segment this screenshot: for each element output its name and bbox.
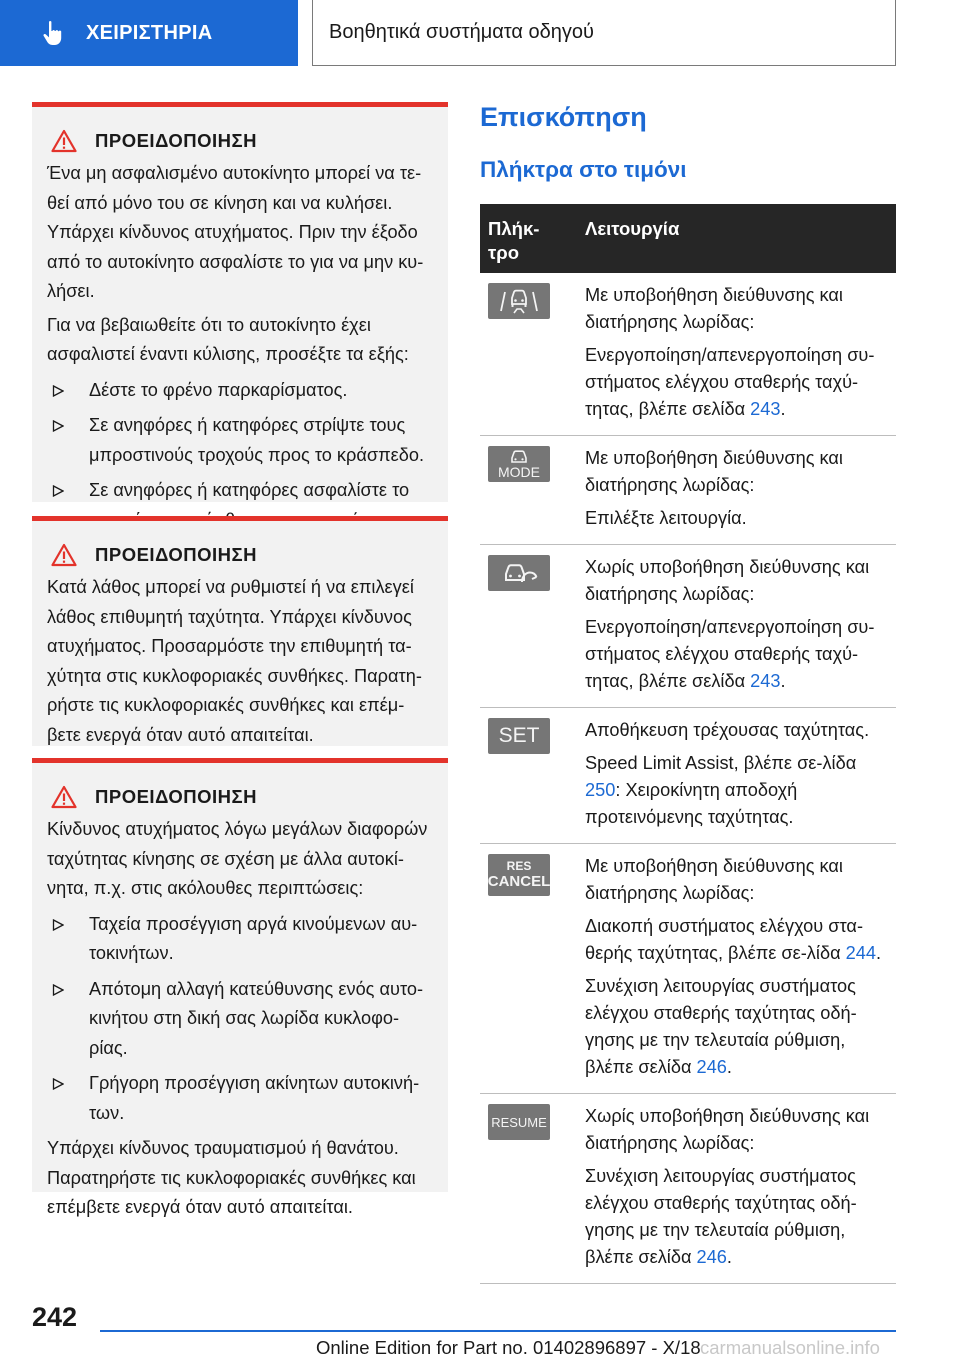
warning-box-1 (32, 102, 448, 502)
table-row (480, 844, 896, 1094)
cancel-label: CANCEL (487, 873, 551, 890)
warning-bullet-list (47, 910, 434, 1129)
warning-text: Ένα μη ασφαλισμένο αυτοκίνητο μπορεί να τε-θεί από μόνο του σε κίνηση και να κυλήσει. Υπάρχει κίνδυνος ατυχήματος. Πριν την έξοδο από το αυτοκίνητο ασφαλίστε το για να μην κυ-λήσει. (47, 163, 424, 301)
bullet-triangle-icon (52, 919, 64, 931)
warning-text: Κίνδυνος ατυχήματος λόγω μεγάλων διαφορών ταχύτητας κίνησης σε σχέση με άλλα αυτοκί-νητα, π.χ. στις ακόλουθες περιπτώσεις: (47, 819, 428, 898)
cruise-control-button-icon (488, 555, 550, 591)
function-text: Διακοπή συστήματος ελέγχου στα-θερής ταχύτητας, βλέπε σε-λίδα 244. (585, 916, 882, 963)
warning-box-3 (32, 758, 448, 1217)
function-text: Speed Limit Assist, βλέπε σε-λίδα 250: Χειροκίνητη αποδοχή προτεινόμενης ταχύτητας. (585, 753, 857, 827)
list-item: Σε ανηφόρες ή κατηφόρες στρίψτε τους μπροστινούς τροχούς προς το κράσπεδο. (47, 411, 434, 470)
table-row (480, 273, 896, 436)
set-button-icon (488, 718, 550, 754)
function-text: Ενεργοποίηση/απενεργοποίηση συ-στήματος ελέγχου σταθερής ταχύ-τητας, βλέπε σελίδα 243. (585, 617, 875, 691)
table-row (480, 436, 896, 545)
page-number: 242 (32, 1302, 78, 1332)
warning-triangle-icon (51, 543, 77, 567)
page-link[interactable]: 244 (845, 943, 876, 963)
function-text: Αποθήκευση τρέχουσας ταχύτητας. (585, 720, 870, 740)
function-text: Με υποβοήθηση διεύθυνσης και διατήρησης λωρίδας: (585, 856, 843, 903)
page-link[interactable]: 246 (696, 1057, 727, 1077)
bullet-triangle-icon (52, 984, 64, 996)
warning-title: ΠΡΟΕΙΔΟΠΟΙΗΣΗ (95, 130, 257, 151)
column-header-key: Πλήκ-τρο (480, 204, 577, 273)
function-text: Συνέχιση λειτουργίας συστήματος ελέγχου σταθερής ταχύτητας οδή-γησης με την τελευταία ρύθμιση, βλέπε σελίδα 246. (585, 976, 857, 1077)
warning-triangle-icon (51, 129, 77, 153)
list-item: Σε ανηφόρες ή κατηφόρες ασφαλίστε το (47, 476, 434, 535)
section-heading: Επισκόπηση (480, 102, 647, 132)
res-label: RES (506, 859, 532, 873)
function-text: Με υποβοήθηση διεύθυνσης και διατήρησης λωρίδας: (585, 448, 843, 495)
warning-triangle-icon (51, 785, 77, 809)
function-text: Ενεργοποίηση/απενεργοποίηση συ-στήματος ελέγχου σταθερής ταχύ-τητας, βλέπε σελίδα 243. (585, 345, 875, 419)
section-tab (0, 0, 298, 66)
warning-text: Υπάρχει κίνδυνος τραυματισμού ή θανάτου. Παρατηρήστε τις κυκλοφοριακές συνθήκες και επέμβετε ενεργά όταν αυτό απαιτείται. (47, 1138, 416, 1217)
warning-box-2 (32, 516, 448, 746)
list-item: Γρήγορη προσέγγιση ακίνητων αυτοκινή-των. (47, 1069, 434, 1128)
res-cancel-button-icon (488, 854, 550, 896)
watermark: carmanualsonline.info (700, 1337, 880, 1358)
warning-bullet-list (47, 376, 434, 536)
resume-button-icon (488, 1104, 550, 1140)
bullet-triangle-icon (52, 485, 64, 497)
warning-text: Κατά λάθος μπορεί να ρυθμιστεί ή να επιλεγεί λάθος επιθυμητή ταχύτητα. Υπάρχει κίνδυνος ατυχήματος. Προσαρμόστε την επιθυμητή τα-χύτητα στις κυκλοφοριακές συνθήκες. Παρατη-ρήστε τις κυκλοφοριακές συνθήκες και επέμ-βετε ενεργά όταν αυτό απαιτείται. (47, 577, 422, 745)
table-row (480, 545, 896, 708)
list-item: Απότομη αλλαγή κατεύθυνσης ενός αυτο-κινήτου στη δική σας λωρίδα κυκλοφο-ρίας. (47, 975, 434, 1064)
lane-assist-button-icon (488, 283, 550, 319)
subsection-heading: Πλήκτρα στο τιμόνι (480, 157, 687, 182)
bullet-triangle-icon (52, 385, 64, 397)
resume-button-label: RESUME (491, 1114, 547, 1130)
bullet-triangle-icon (52, 420, 64, 432)
warning-title: ΠΡΟΕΙΔΟΠΟΙΗΣΗ (95, 786, 257, 807)
mode-button-label: MODE (498, 463, 540, 480)
warning-title: ΠΡΟΕΙΔΟΠΟΙΗΣΗ (95, 544, 257, 565)
steering-wheel-buttons-table (480, 204, 896, 1284)
set-button-label: SET (498, 724, 540, 747)
page-link[interactable]: 243 (750, 671, 781, 691)
function-text: Συνέχιση λειτουργίας συστήματος ελέγχου σταθερής ταχύτητας οδή-γησης με την τελευταία ρύθμιση, βλέπε σελίδα 246. (585, 1166, 857, 1267)
chapter-title: Βοηθητικά συστήματα οδηγού (312, 0, 896, 66)
table-row (480, 708, 896, 844)
page-link[interactable]: 246 (696, 1247, 727, 1267)
function-text: Χωρίς υποβοήθηση διεύθυνσης και διατήρησης λωρίδας: (585, 1106, 870, 1153)
section-label: ΧΕΙΡΙΣΤΗΡΙΑ (86, 21, 213, 44)
hand-pointer-icon (38, 18, 68, 48)
bullet-triangle-icon (52, 1078, 64, 1090)
table-row (480, 1094, 896, 1284)
page-link[interactable]: 243 (750, 399, 781, 419)
edition-text: Online Edition for Part no. 01402896897 - X/18 (316, 1337, 701, 1358)
page-link[interactable]: 250 (585, 780, 616, 800)
warning-text: Για να βεβαιωθείτε ότι το αυτοκίνητο έχει ασφαλιστεί έναντι κύλισης, προσέξτε τα εξής: (47, 314, 409, 364)
function-text: Χωρίς υποβοήθηση διεύθυνσης και διατήρησης λωρίδας: (585, 557, 870, 604)
function-text: Επιλέξτε λειτουργία. (585, 508, 747, 528)
mode-button-icon (488, 446, 550, 482)
function-text: Με υποβοήθηση διεύθυνσης και διατήρησης λωρίδας: (585, 285, 843, 332)
list-item: Δέστε το φρένο παρκαρίσματος. (47, 376, 434, 406)
list-item: Ταχεία προσέγγιση αργά κινούμενων αυ-τοκινήτων. (47, 910, 434, 969)
table-header-row (480, 204, 896, 273)
column-header-function: Λειτουργία (577, 204, 896, 273)
footer-divider (100, 1330, 896, 1332)
